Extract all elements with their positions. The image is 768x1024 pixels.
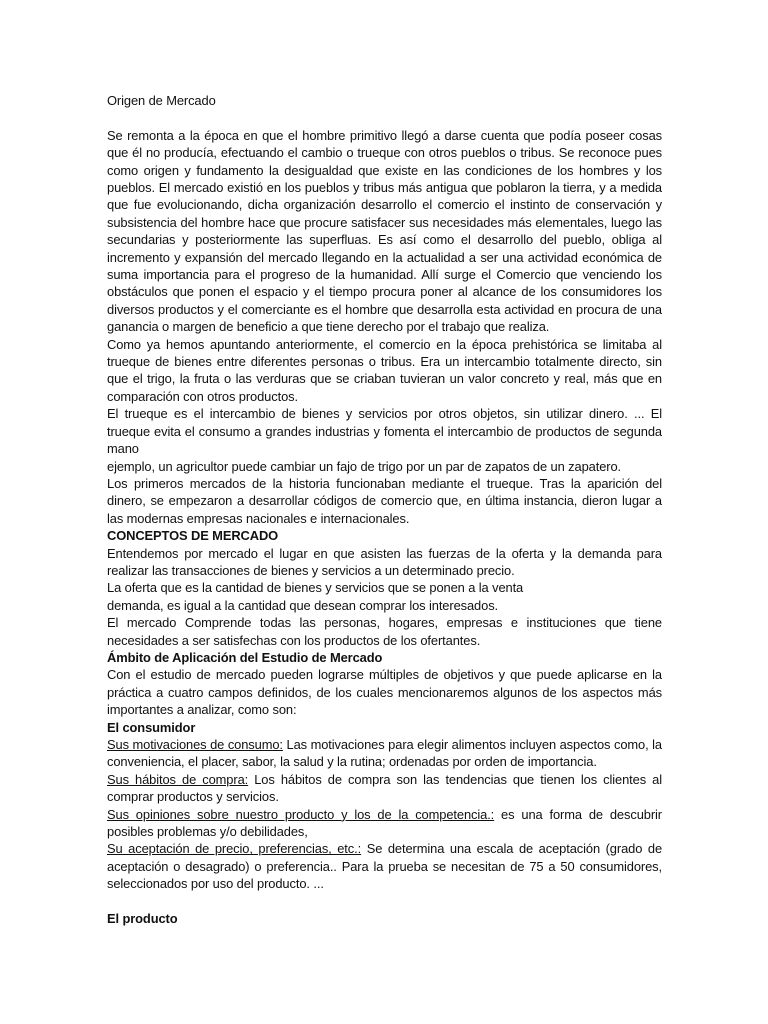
paragraph-origen-1: Se remonta a la época en que el hombre primitivo llegó a darse cuenta que podía poseer cosas que él no producía, efectuando el cambio o trueque con otros pueblos o tribus. Se reconoce pues como origen y fundamento la desigualdad que existe en las condiciones de los hombres y los pueblos. El mercado existió en los pueblos y tribus más antigua que poblaron la tierra, y a medida que fue evolucionando, dicha organización desarrollo el comercio el instinto de conservación y subsistencia del hombre hace que procure satisfacer sus necesidades más elementales, luego las secundarias y posteriormente las superfluas. Es así como el desarrollo del pueblo, obliga al incremento y expansión del mercado llegando en la actualidad a ser una actividad económica de suma importancia para el progreso de la humanidad. Allí surge el Comercio que venciendo los obstáculos que ponen el espacio y el tiempo procura poner al alcance de los consumidores los diversos productos y el comerciante es el hombre que desarrolla esta actividad en procura de una ganancia o margen de beneficio a que tiene derecho por el trabajo que realiza. xyxy=(107,127,662,335)
document-body xyxy=(107,92,662,927)
item-motivaciones-label: Sus motivaciones de consumo: xyxy=(107,737,283,753)
paragraph-origen-2: Como ya hemos apuntando anteriormente, el comercio en la época prehistórica se limitaba al trueque de bienes entre diferentes personas o tribus. Era un intercambio totalmente directo, sin que el trigo, la fruta o las verduras que se criaban tuvieran un valor concreto y real, más que en comparación con otros productos. xyxy=(107,336,662,404)
item-opiniones-text: es una forma de descubrir posibles problemas y/o debilidades, xyxy=(107,806,662,840)
item-motivaciones-text: Las motivaciones para elegir alimentos incluyen aspectos como, la conveniencia, el placer, sabor, la salud y la rutina; ordenadas por orden de importancia. xyxy=(107,737,662,770)
heading-consumidor: El consumidor xyxy=(107,719,196,735)
paragraph-conceptos-2: La oferta que es la cantidad de bienes y servicios que se ponen a la venta xyxy=(107,580,524,596)
document-title: Origen de Mercado xyxy=(107,93,216,108)
paragraph-trueque-2: ejemplo, un agricultor puede cambiar un fajo de trigo por un par de zapatos de un zapatero. xyxy=(107,458,622,474)
paragraph-conceptos-1: Entendemos por mercado el lugar en que asisten las fuerzas de la oferta y la demanda para realizar las transacciones de bienes y servicios a un determinado precio. xyxy=(107,545,662,578)
item-habitos-text: Los hábitos de compra son las tendencias que tienen los clientes al comprar productos y servicios. xyxy=(107,771,662,805)
paragraph-conceptos-4: El mercado Comprende todas las personas, hogares, empresas e instituciones que tiene necesidades a ser satisfechas con los productos de los ofertantes. xyxy=(107,615,662,648)
paragraph-trueque-3: Los primeros mercados de la historia funcionaban mediante el trueque. Tras la aparición del dinero, se empezaron a desarrollar códigos de comercio que, en última instancia, dieron lugar a las modernas empresas nacionales e internacionales. xyxy=(107,475,662,526)
item-aceptacion-label: Su aceptación de precio, preferencias, etc.: xyxy=(107,841,362,857)
item-opiniones-label: Sus opiniones sobre nuestro producto y los de la competencia.: xyxy=(107,806,495,822)
paragraph-trueque-1: El trueque es el intercambio de bienes y servicios por otros objetos, sin utilizar dinero. ... El trueque evita el consumo a grandes industrias y fomenta el intercambio de productos de segunda mano xyxy=(107,406,662,457)
item-aceptacion xyxy=(107,840,662,892)
heading-conceptos: CONCEPTOS DE MERCADO xyxy=(107,528,279,544)
heading-producto: El producto xyxy=(107,911,178,927)
item-aceptacion-text: Se determina una escala de aceptación (grado de aceptación o desagrado) o preferencia.. Para la prueba se necesitan de 75 a 50 consumidores, seleccionados por uso del producto. ... xyxy=(107,841,663,892)
item-habitos xyxy=(107,771,662,806)
item-motivaciones xyxy=(107,736,662,771)
paragraph-ambito: Con el estudio de mercado pueden lograrse múltiples de objetivos y que puede aplicarse en la práctica a cuatro campos definidos, de los cuales mencionaremos algunos de los aspectos más importantes a analizar, como son: xyxy=(107,667,662,718)
item-habitos-label: Sus hábitos de compra: xyxy=(107,771,249,787)
heading-ambito: Ámbito de Aplicación del Estudio de Mercado xyxy=(107,649,383,665)
item-opiniones xyxy=(107,806,662,841)
paragraph-conceptos-3: demanda, es igual a la cantidad que desean comprar los interesados. xyxy=(107,597,499,613)
